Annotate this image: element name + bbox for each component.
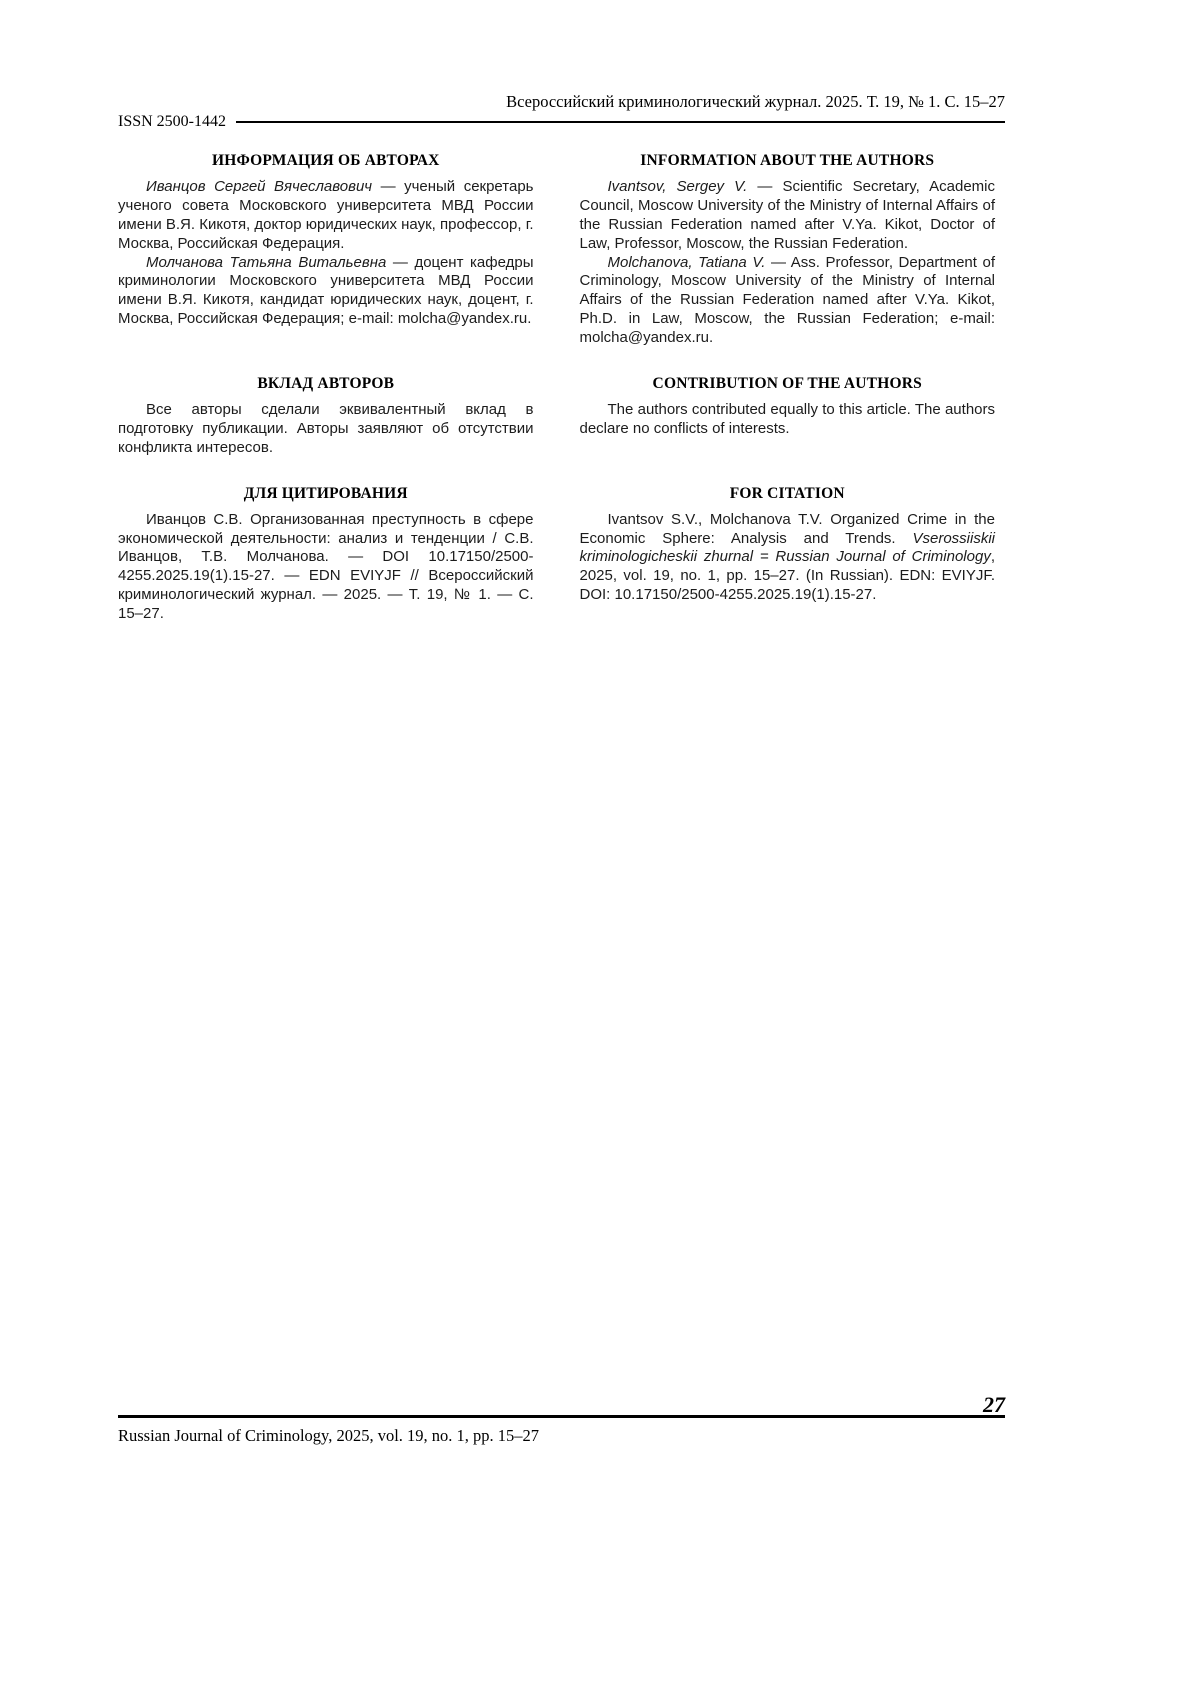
section-heading-contribution-ru: ВКЛАД АВТОРОВ	[257, 375, 395, 393]
section-citation-en	[580, 485, 996, 624]
footer-rule	[118, 1415, 1005, 1418]
paragraph-author-ivantsov-en: Ivantsov, Sergey V. — Scientific Secretary, Academic Council, Moscow University of the Ministry of Internal Affairs of the Russian Federation named after V.Ya. Kikot, Doctor of Law, Professor, Moscow, the Russian Federation.	[579, 178, 995, 252]
header-rule-row	[118, 113, 1005, 131]
section-heading-citation-en: FOR CITATION	[729, 484, 845, 502]
paragraph-contribution-ru: Все авторы сделали эквивалентный вклад в подготовку публикации. Авторы заявляют об отсутствии конфликта интересов.	[118, 401, 534, 456]
header-rule	[236, 121, 1005, 123]
page-number: 27	[983, 1392, 1005, 1417]
issn-label: ISSN 2500-1442	[118, 113, 227, 130]
paragraph-author-ivantsov-ru: Иванцов Сергей Вячеславович — ученый секретарь ученого совета Московского университета МВД России имени В.Я. Кикотя, доктор юридических наук, профессор, г. Москва, Российская Федерация.	[118, 178, 534, 252]
content-columns	[118, 152, 995, 624]
paragraph-author-molchanova-en: Molchanova, Tatiana V. — Ass. Professor, Department of Criminology, Moscow University of the Ministry of Internal Affairs of the Russian Federation named after V.Ya. Kikot, Ph.D. in Law, Moscow, the Russian Federation; e-mail: molcha@yandex.ru.	[579, 253, 995, 347]
section-contribution-ru	[118, 375, 534, 458]
paragraph-contribution-en: The authors contributed equally to this article. The authors declare no conflicts of interests.	[579, 401, 995, 437]
section-citation-ru	[118, 485, 534, 624]
journal-reference-header: Всероссийский криминологический журнал. 2025. Т. 19, № 1. С. 15–27	[506, 92, 1005, 111]
page-header	[118, 92, 1005, 131]
section-contribution-en	[580, 375, 996, 458]
paragraph-author-molchanova-ru: Молчанова Татьяна Витальевна — доцент кафедры криминологии Московского университета МВД России имени В.Я. Кикотя, кандидат юридических наук, доцент, г. Москва, Российская Федерация; e-mail: molcha@yandex.ru.	[118, 253, 534, 328]
section-heading-authors-en: INFORMATION ABOUT THE AUTHORS	[640, 152, 935, 169]
section-authors-ru	[118, 152, 534, 348]
paragraph-citation-en: Ivantsov S.V., Molchanova T.V. Organized Crime in the Economic Sphere: Analysis and Trends. Vserossiiskii kriminologicheskii zhurnal = Russian Journal of Criminology, 2025, vol. 19, no. 1, pp. 15–27. (In Russian). EDN: EVIYJF. DOI: 10.17150/2500-4255.2025.19(1).15-27.	[579, 510, 995, 604]
page-footer	[118, 1392, 1005, 1446]
section-heading-citation-ru: ДЛЯ ЦИТИРОВАНИЯ	[243, 484, 408, 502]
section-heading-authors-ru: ИНФОРМАЦИЯ ОБ АВТОРАХ	[211, 152, 440, 169]
paragraph-citation-ru: Иванцов С.В. Организованная преступность в сфере экономической деятельности: анализ и тенденции / С.В. Иванцов, Т.В. Молчанова. — DOI 10.17150/2500-4255.2025.19(1).15-27. — EDN EVIYJF // Всероссийский криминологический журнал. — 2025. — Т. 19, № 1. — С. 15–27.	[118, 510, 534, 623]
journal-reference-footer: Russian Journal of Criminology, 2025, vol. 19, no. 1, pp. 15–27	[118, 1426, 540, 1445]
section-authors-en	[580, 152, 996, 348]
section-heading-contribution-en: CONTRIBUTION OF THE AUTHORS	[652, 375, 922, 393]
